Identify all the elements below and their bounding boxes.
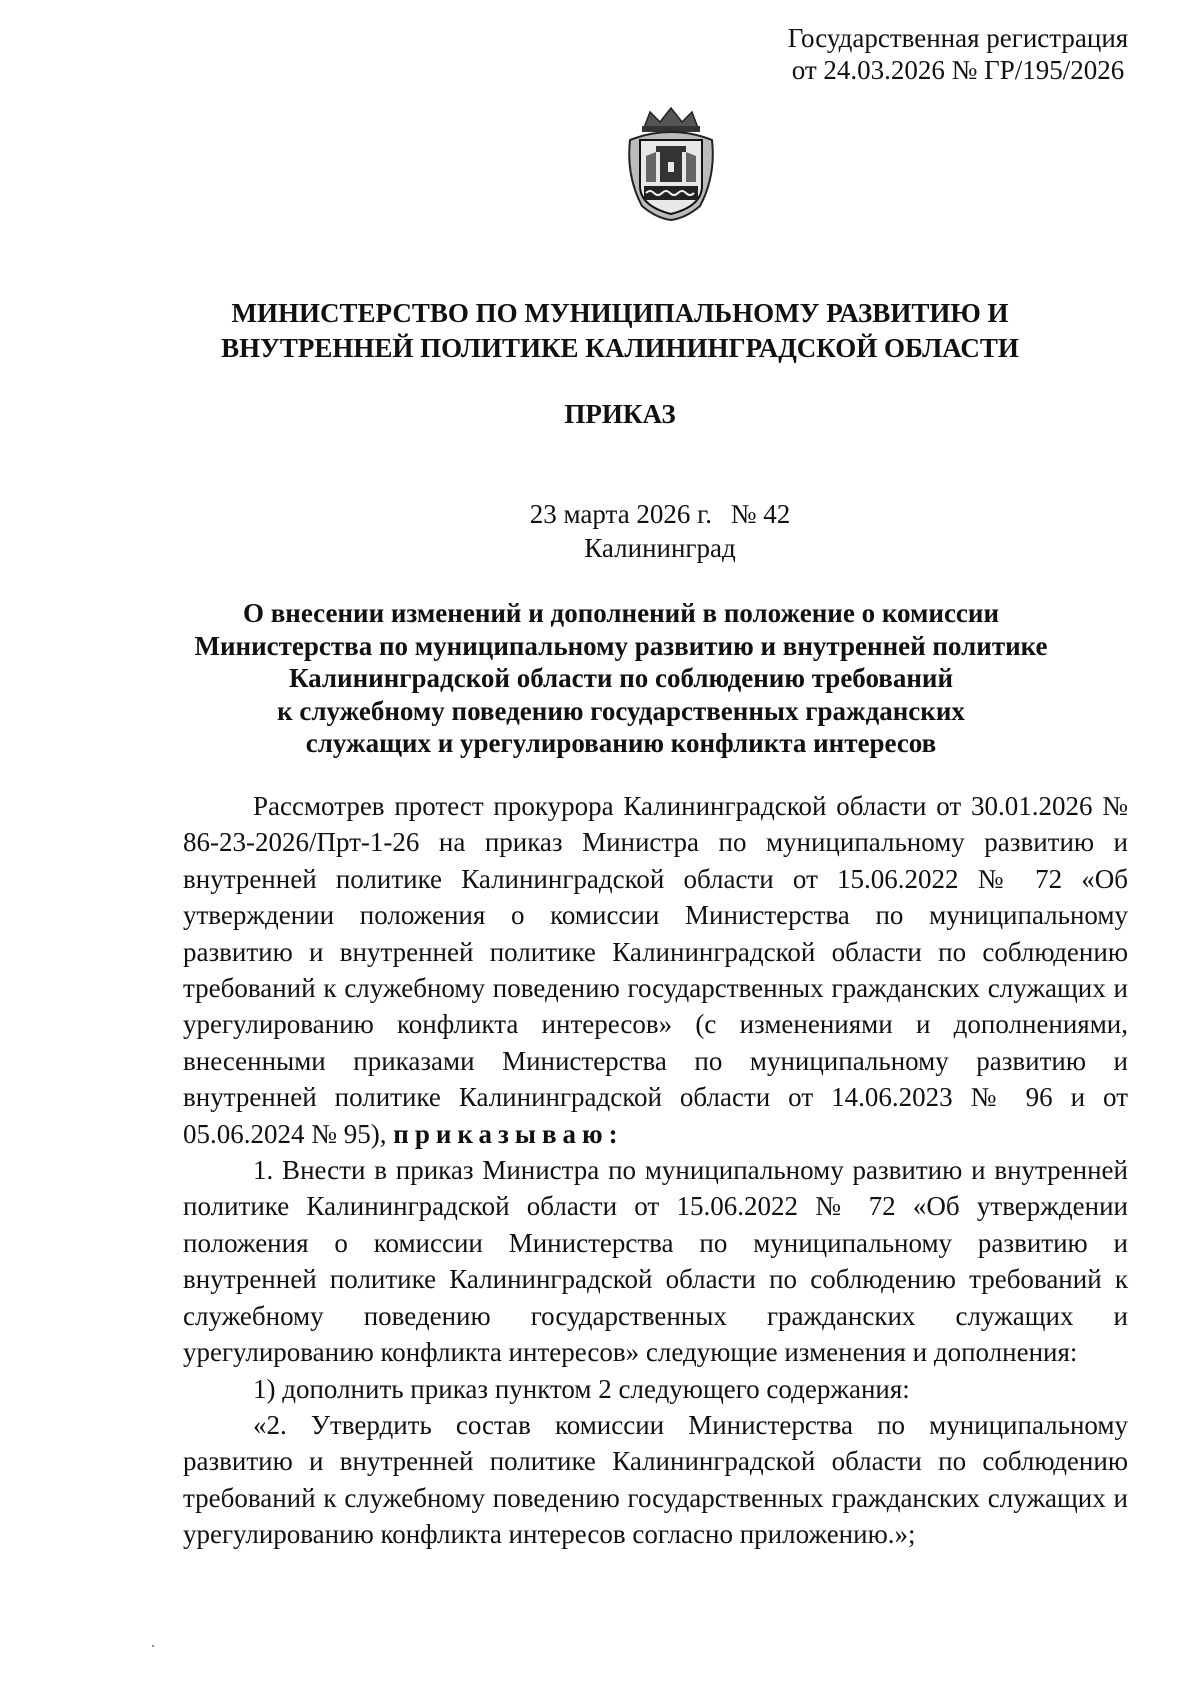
title-line-4: к служебному поведению государственных гражданских xyxy=(277,695,965,726)
item-1-paragraph: 1. Внести в приказ Министра по муниципальному развитию и внутренней политике Калининградской области от 15.06.2022 № 72 «Об утверждении положения о комиссии Министерства по муниципальному развитию и внутренней политике Калининградской области по соблюдению требований к служебному поведению государственных гражданских служащих и урегулированию конфликта интересов» следующие изменения и дополнения: xyxy=(183,1155,1128,1368)
ministry-name xyxy=(150,296,1090,366)
preamble-paragraph xyxy=(183,788,1128,1152)
registration-stamp xyxy=(760,22,1156,86)
ministry-line-2: ВНУТРЕННЕЙ ПОЛИТИКЕ КАЛИНИНГРАДСКОЙ ОБЛАСТИ xyxy=(221,333,1019,363)
preamble-text: Рассмотрев протест прокурора Калининградской области от 30.01.2026 № 86-23-2026/Прт-1-26 на приказ Министра по муниципальному развитию и внутренней политике Калининградской области от 15.06.2022 № 72 «Об утверждении положения о комиссии Министерства по муниципальному развитию и внутренней политике Калининградской области по соблюдению требований к служебному поведению государственных гражданских служащих и урегулированию конфликта интересов» (с изменениями и дополнениями, внесенными приказами Министерства по муниципальному развитию и внутренней политике Калининградской области от 14.06.2023 № 96 и от 05.06.2024 № 95), xyxy=(183,791,1128,1149)
order-date: 23 марта 2026 г. xyxy=(529,499,712,529)
title-line-1: О внесении изменений и дополнений в положение о комиссии xyxy=(242,598,1000,628)
title-line-3: Калининградской области по соблюдению требований xyxy=(288,663,954,693)
ministry-line-1: МИНИСТЕРСТВО ПО МУНИЦИПАЛЬНОМУ РАЗВИТИЮ И xyxy=(231,298,1009,328)
document-type: ПРИКАЗ xyxy=(564,399,676,429)
coat-of-arms-icon xyxy=(622,106,720,222)
subitem-1-paragraph: 1) дополнить приказ пунктом 2 следующего содержания: xyxy=(253,1373,910,1404)
title-line-5: служащих и урегулированию конфликта интересов xyxy=(305,728,937,758)
title-line-2: Министерства по муниципальному развитию и внутренней политике xyxy=(194,630,1048,661)
document-body xyxy=(183,788,1128,1553)
quote-paragraph: «2. Утвердить состав комиссии Министерства по муниципальному развитию и внутренней политике Калининградской области по соблюдению требований к служебному поведению государственных гражданских служащих и урегулированию конфликта интересов согласно приложению.»; xyxy=(183,1409,1128,1550)
document-title xyxy=(180,597,1062,760)
city: Калининград xyxy=(584,533,736,563)
registration-line-2: от 24.03.2026 № ГР/195/2026 xyxy=(791,55,1125,85)
scan-speck xyxy=(152,1645,154,1647)
order-number: № 42 xyxy=(730,499,791,529)
registration-line-1: Государственная регистрация xyxy=(787,23,1129,53)
order-word: приказываю: xyxy=(393,1118,624,1149)
date-block xyxy=(460,497,860,565)
